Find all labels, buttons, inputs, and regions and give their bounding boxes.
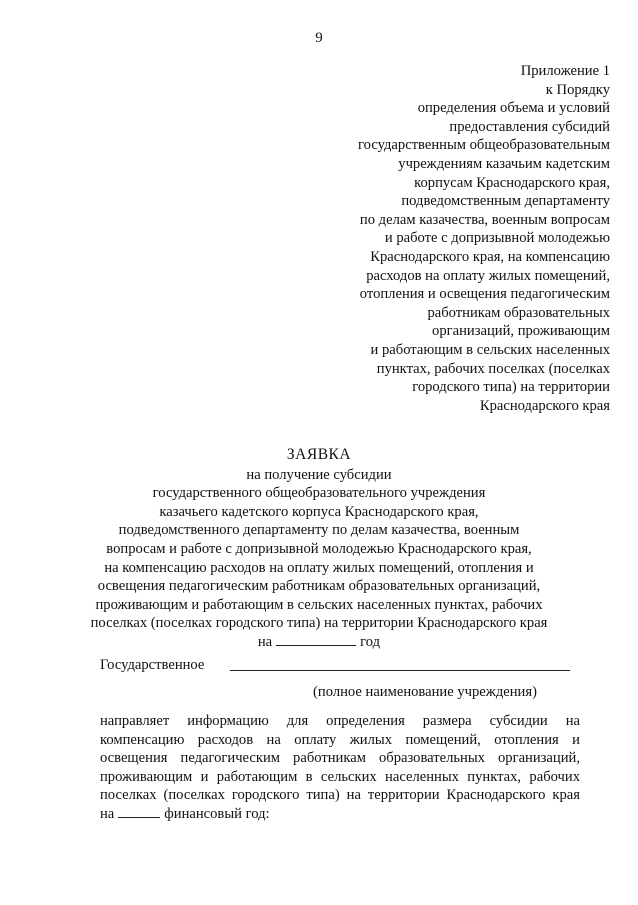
organization-label: Государственное bbox=[100, 657, 205, 673]
title-line: поселках (поселках городского типа) на территории Краснодарского края bbox=[90, 615, 548, 632]
appendix-line: расходов на оплату жилых помещений, bbox=[366, 267, 610, 284]
appendix-line: к Порядку bbox=[545, 81, 610, 98]
year-blank-field[interactable] bbox=[276, 633, 356, 646]
title-line: освещения педагогическим работникам образовательных организаций, bbox=[97, 578, 541, 595]
appendix-line: организаций, проживающим bbox=[432, 323, 610, 340]
appendix-line: государственным общеобразовательным bbox=[358, 137, 610, 154]
body-paragraph bbox=[100, 712, 580, 824]
title-line: государственного общеобразовательного учреждения bbox=[152, 485, 486, 502]
body-line: освещения педагогическим работникам образовательных организаций, bbox=[100, 750, 580, 767]
title-line: вопросам и работе с допризывной молодежью Краснодарского края, bbox=[106, 540, 532, 557]
organization-row bbox=[100, 656, 570, 675]
body-line: направляет информацию для определения размера субсидии на bbox=[100, 713, 580, 729]
appendix-line: отопления и освещения педагогическим bbox=[359, 286, 610, 303]
appendix-line: Краснодарского края bbox=[479, 397, 610, 414]
appendix-line: Приложение 1 bbox=[520, 63, 610, 79]
fiscal-year-prefix: на bbox=[100, 805, 115, 822]
appendix-line: и работе с допризывной молодежью bbox=[384, 230, 610, 247]
page-number: 9 bbox=[315, 30, 323, 46]
application-title-block bbox=[0, 446, 638, 652]
body-line: компенсацию расходов на оплату жилых помещений, отопления и bbox=[100, 731, 580, 748]
organization-hint: (полное наименование учреждения) bbox=[313, 684, 537, 700]
appendix-block bbox=[290, 62, 610, 415]
title-line: казачьего кадетского корпуса Краснодарского края, bbox=[159, 503, 479, 520]
title-line: на получение субсидии bbox=[246, 466, 392, 483]
appendix-line: работникам образовательных bbox=[427, 304, 610, 321]
appendix-line: пунктах, рабочих поселках (поселках bbox=[376, 360, 610, 377]
title-line: на компенсацию расходов на оплату жилых помещений, отопления и bbox=[104, 559, 534, 576]
year-line bbox=[0, 633, 638, 652]
year-suffix: год bbox=[360, 633, 381, 650]
appendix-line: и работающим в сельских населенных bbox=[370, 341, 610, 358]
title-line: подведомственного департаменту по делам казачества, военным bbox=[118, 522, 520, 539]
fiscal-year-line bbox=[100, 805, 580, 824]
fiscal-year-blank-field[interactable] bbox=[118, 805, 160, 818]
appendix-line: корпусам Краснодарского края, bbox=[414, 174, 610, 191]
document-title: ЗАЯВКА bbox=[286, 446, 352, 463]
appendix-line: определения объема и условий bbox=[417, 100, 610, 117]
body-line: проживающим и работающим в сельских населенных пунктах, рабочих bbox=[100, 768, 580, 785]
appendix-line: учреждениям казачьим кадетским bbox=[398, 155, 610, 172]
fiscal-year-suffix: финансовый год: bbox=[164, 805, 270, 822]
title-line: проживающим и работающим в сельских населенных пунктах, рабочих bbox=[95, 596, 543, 613]
organization-name-field[interactable] bbox=[230, 670, 570, 671]
body-line: поселках (поселках городского типа) на территории Краснодарского края bbox=[100, 787, 580, 804]
appendix-line: подведомственным департаменту bbox=[401, 193, 610, 210]
appendix-line: предоставления субсидий bbox=[449, 118, 610, 135]
appendix-line: Краснодарского края, на компенсацию bbox=[370, 248, 610, 265]
appendix-line: городского типа) на территории bbox=[412, 379, 610, 396]
year-prefix: на bbox=[257, 633, 273, 650]
appendix-line: по делам казачества, военным вопросам bbox=[359, 211, 610, 228]
